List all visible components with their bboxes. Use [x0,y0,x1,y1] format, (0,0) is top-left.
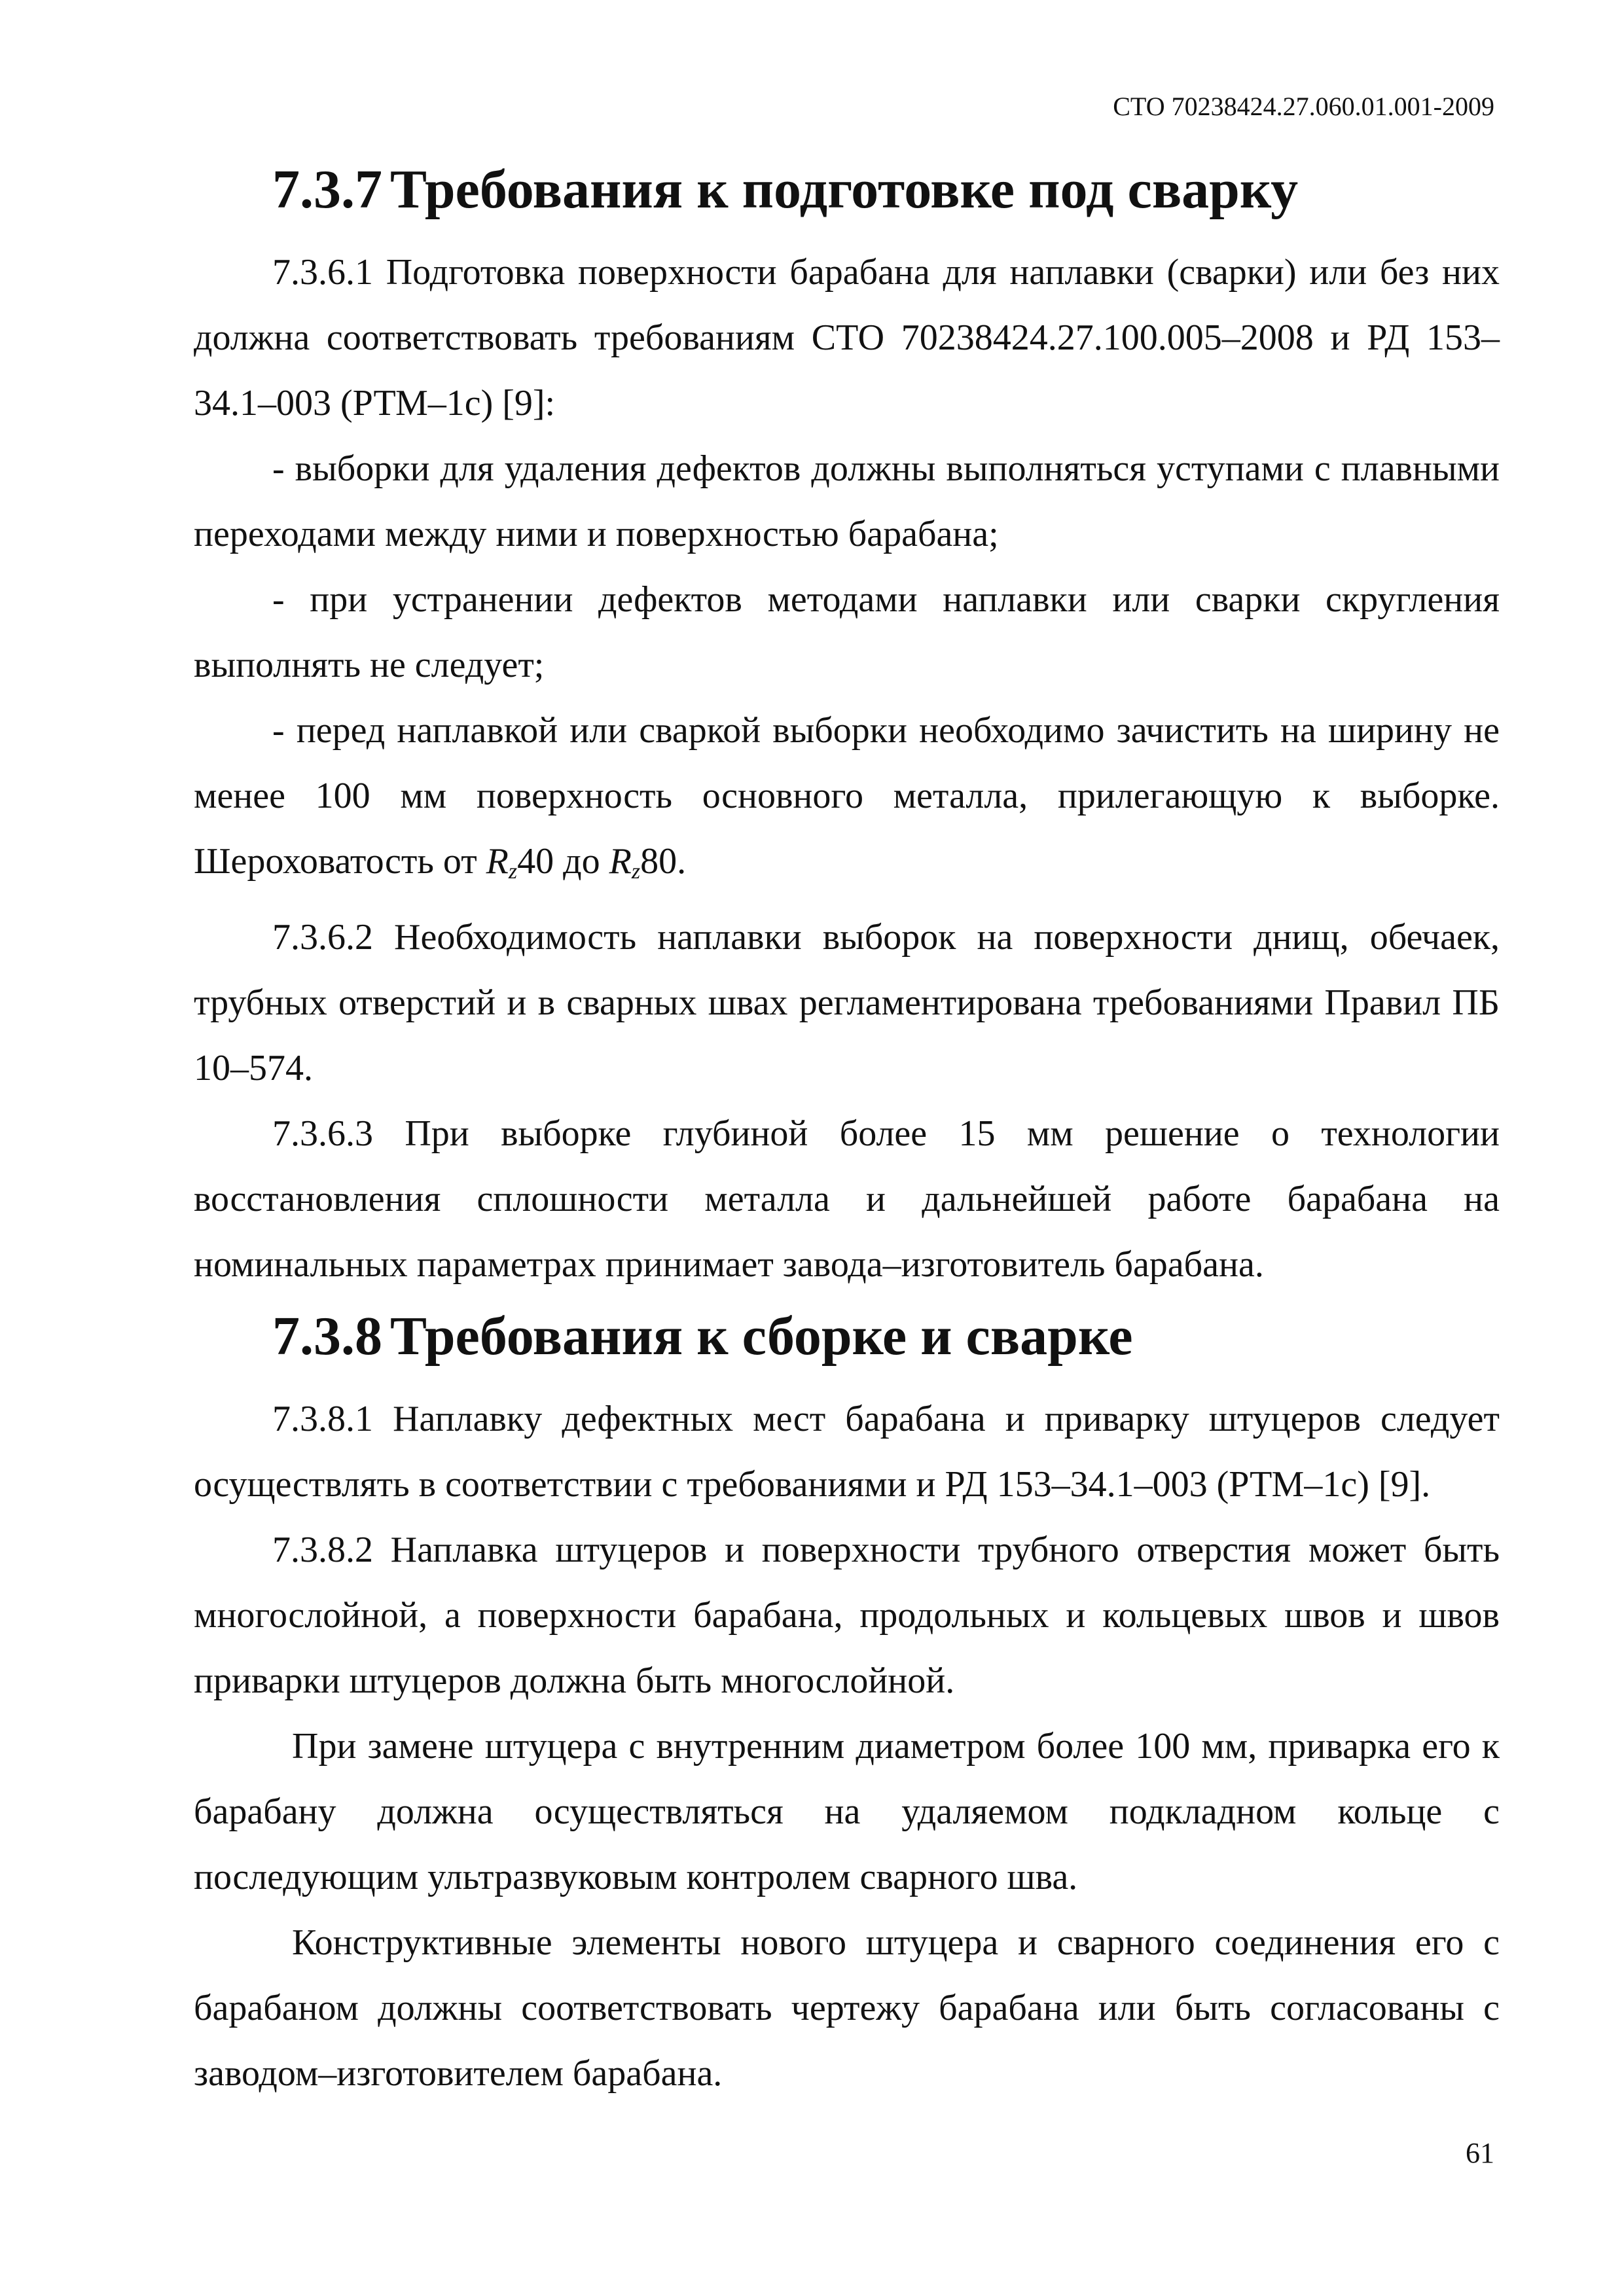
paragraph-7-3-6-3: 7.3.6.3 При выборке глубиной более 15 мм решение о технологии восстановления сплошности металла и дальнейшей работе барабана на номинальных параметрах принимает завода–изготовитель барабана. [194,1113,1500,1285]
roughness-to-value: 80. [640,841,687,882]
list-item-bullet-1: - выборки для удаления дефектов должны выполняться уступами с плавными переходами между ними и поверхностью барабана; [194,448,1500,554]
paragraph-7-3-6-2: 7.3.6.2 Необходимость наплавки выборок на поверхности днищ, обечаек, трубных отверстий и в сварных швах регламентирована требованиями Правил ПБ 10–574. [194,917,1500,1088]
page-number: 61 [1466,2137,1494,2169]
paragraph-7-3-8-1: 7.3.8.1 Наплавку дефектных мест барабана и приварку штуцеров следует осуществлять в соответствии с требованиями и РД 153–34.1–003 (РТМ–1с) [9]. [194,1399,1500,1505]
roughness-symbol-2: R [609,841,632,882]
page-content [194,151,1500,2106]
roughness-from-value: 40 до [517,841,609,882]
paragraph-7-3-8-2: 7.3.8.2 Наплавка штуцеров и поверхности трубного отверстия может быть многослойной, а поверхности барабана, продольных и кольцевых швов и швов приварки штуцеров должна быть многослойной. [194,1530,1500,1701]
roughness-subscript-2: z [631,859,641,884]
list-item-bullet-2: - при устранении дефектов методами наплавки или сварки скругления выполнять не следует; [194,579,1500,685]
section-number: 7.3.8 [272,1306,382,1367]
section-heading-7-3-8 [194,1297,1500,1376]
section-title: Требования к сборке и сварке [390,1306,1133,1367]
bullet-3-text: - перед наплавкой или сваркой выборки необходимо зачистить на ширину не менее 100 мм поверхность основного металла, прилегающую к выборке. Шероховатость от [194,710,1500,882]
section-number: 7.3.7 [272,159,382,220]
roughness-symbol: R [486,841,509,882]
roughness-subscript: z [508,859,518,884]
list-item-bullet-3 [194,698,1500,905]
paragraph-7-3-6-1: 7.3.6.1 Подготовка поверхности барабана для наплавки (сварки) или без них должна соответствовать требованиям СТО 70238424.27.100.005–2008 и РД 153–34.1–003 (РТМ–1с) [9]: [194,252,1500,423]
document-code-header: СТО 70238424.27.060.01.001-2009 [1113,92,1494,121]
paragraph-nozzle-design: Конструктивные элементы нового штуцера и сварного соединения его с барабаном должны соответствовать чертежу барабана или быть согласованы с заводом–изготовителем барабана. [194,1922,1500,2094]
paragraph-nozzle-replacement: При замене штуцера с внутренним диаметром более 100 мм, приварка его к барабану должна осуществляться на удаляемом подкладном кольце с последующим ультразвуковым контролем сварного шва. [194,1726,1500,1897]
section-title: Требования к подготовке под сварку [390,159,1299,220]
section-heading-7-3-7 [194,151,1500,229]
